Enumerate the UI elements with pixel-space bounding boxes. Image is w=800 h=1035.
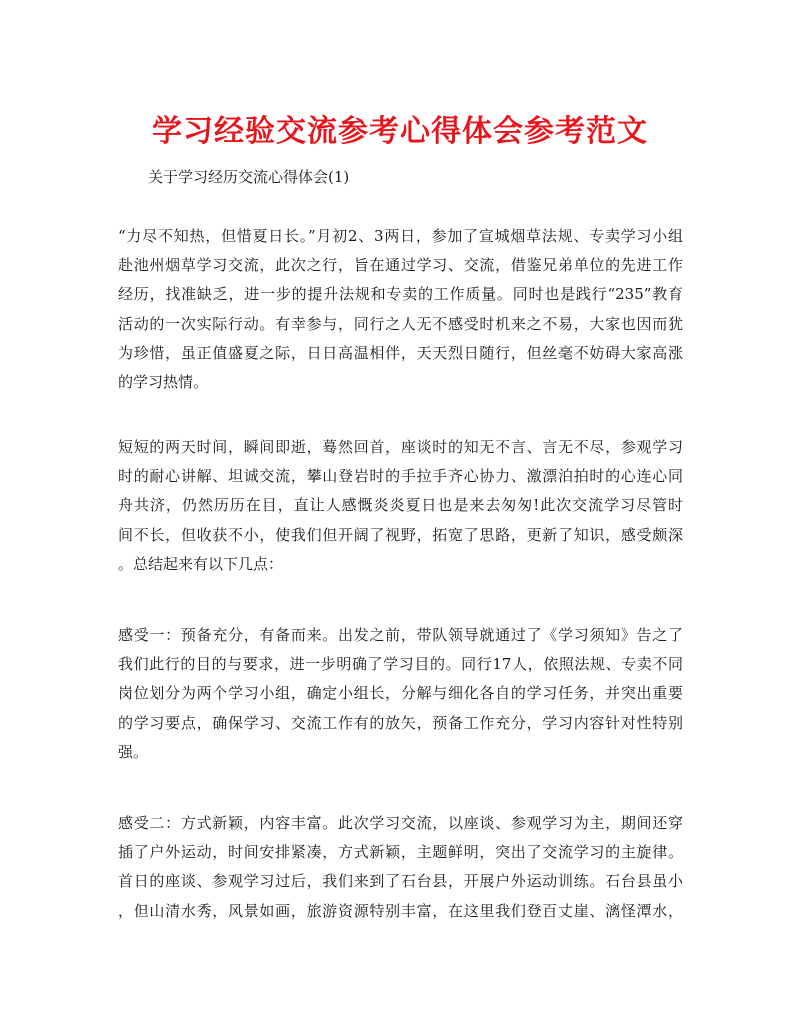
paragraph-line: 短短的两天时间，瞬间即逝，蓦然回首，座谈时的知无不言、言无不尽，参观学习 [118, 438, 683, 456]
paragraph-line: 强。 [118, 742, 149, 761]
paragraph-line: 活动的一次实际行动。有幸参与，同行之人无不感受时机来之不易，大家也因而犹 [118, 314, 683, 333]
paragraph-line: ，但山清水秀，风景如画，旅游资源特别丰富，在这里我们登百丈崖、漓怪潭水， [118, 901, 683, 920]
paragraph-line: 赴池州烟草学习交流，此次之行，旨在通过学习、交流，借鉴兄弟单位的先进工作 [118, 256, 683, 275]
paragraph-line: 首日的座谈、参观学习过后，我们来到了石台县，开展户外运动训练。石台县虽小 [118, 872, 683, 891]
paragraph-line: 时的耐心讲解、坦诚交流，攀山登岩时的手拉手齐心协力、激漂泊拍时的心连心同 [118, 467, 683, 486]
paragraph-line: 间不长，但收获不小，使我们但开阔了视野，拓宽了思路，更新了知识，感受颇深 [118, 525, 683, 544]
paragraph-line: 我们此行的目的与要求，进一步明确了学习目的。同行17人，依照法规、专卖不同 [118, 655, 683, 674]
paragraph-line: 。总结起来有以下几点： [118, 554, 284, 573]
document-subtitle: 关于学习经历交流心得体会(1) [148, 168, 350, 186]
paragraph-line: 的学习热情。 [118, 373, 209, 392]
paragraph-line: 感受一：预备充分，有备而来。出发之前，带队领导就通过了《学习须知》告之了 [118, 626, 683, 644]
paragraph-line: “力尽不知热，但惜夏日长。”月初2、3两日，参加了宣城烟草法规、专卖学习小组 [118, 227, 683, 245]
paragraph-line: 岗位划分为两个学习小组，确定小组长，分解与细化各自的学习任务，并突出重要 [118, 684, 683, 703]
paragraph-line: 插了户外运动，时间安排紧凑，方式新颖，主题鲜明，突出了交流学习的主旋律。 [118, 843, 683, 862]
paragraph-4 [118, 809, 683, 926]
paragraph-2 [118, 433, 683, 579]
paragraph-line: 感受二：方式新颖，内容丰富。此次学习交流，以座谈、参观学习为主，期间还穿 [118, 814, 683, 832]
paragraph-line: 的学习要点，确保学习、交流工作有的放矢，预备工作充分，学习内容针对性特别 [118, 713, 683, 732]
paragraph-line: 经历，找准缺乏，进一步的提升法规和专卖的工作质量。同时也是践行“235”教育 [118, 285, 683, 304]
document-title: 学习经验交流参考心得体会参考范文 [152, 114, 648, 149]
paragraph-line: 为珍惜，虽正值盛夏之际，日日高温相伴，天天烈日随行，但丝毫不妨碍大家高涨 [118, 343, 683, 362]
paragraph-3 [118, 621, 683, 767]
paragraph-line: 舟共济，仍然历历在目，直让人感慨炎炎夏日也是来去匆匆!此次交流学习尽管时 [118, 496, 683, 515]
paragraph-1 [118, 222, 683, 397]
